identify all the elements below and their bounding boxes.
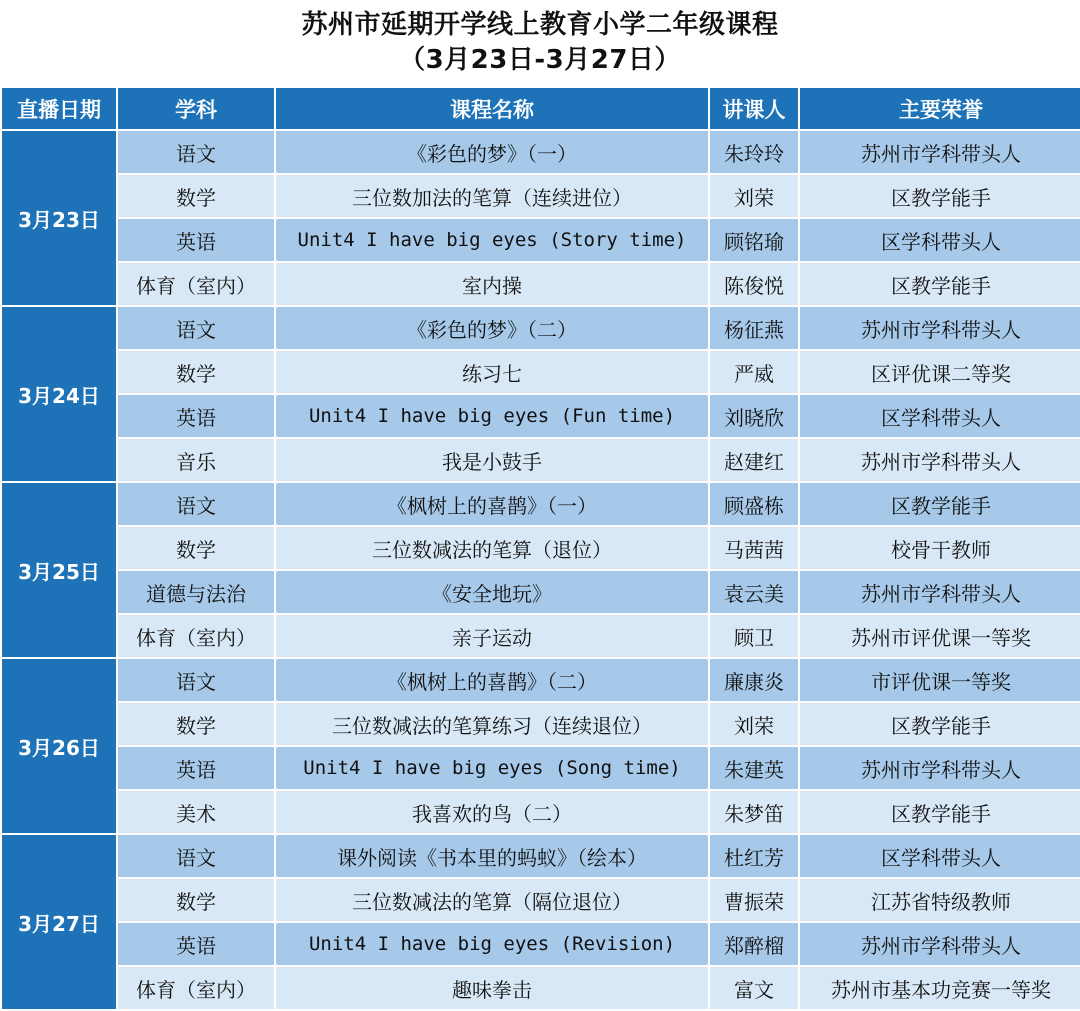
subject-cell: 英语 <box>118 923 274 965</box>
teacher-cell: 曹振荣 <box>710 879 798 921</box>
honor-cell: 校骨干教师 <box>800 527 1080 569</box>
table-row <box>2 439 1080 481</box>
honor-cell: 区教学能手 <box>800 483 1080 525</box>
table-row <box>2 307 1080 349</box>
table-row <box>2 175 1080 217</box>
course-name-cell: Unit4 I have big eyes (Song time) <box>276 747 708 789</box>
subject-cell: 英语 <box>118 219 274 261</box>
table-row <box>2 131 1080 173</box>
honor-cell: 区学科带头人 <box>800 395 1080 437</box>
subject-cell: 美术 <box>118 791 274 833</box>
live-date-cell: 3月24日 <box>2 307 116 481</box>
table-row <box>2 527 1080 569</box>
course-name-cell: 室内操 <box>276 263 708 305</box>
table-row <box>2 263 1080 305</box>
subject-cell: 语文 <box>118 307 274 349</box>
header-subject: 学科 <box>118 88 274 129</box>
honor-cell: 苏州市学科带头人 <box>800 571 1080 613</box>
teacher-cell: 杨征燕 <box>710 307 798 349</box>
honor-cell: 苏州市学科带头人 <box>800 747 1080 789</box>
live-date-cell: 3月23日 <box>2 131 116 305</box>
subject-cell: 道德与法治 <box>118 571 274 613</box>
header-date: 直播日期 <box>2 88 116 129</box>
course-name-cell: 亲子运动 <box>276 615 708 657</box>
course-schedule-table <box>0 86 1080 1011</box>
header-course: 课程名称 <box>276 88 708 129</box>
table-row <box>2 571 1080 613</box>
honor-cell: 区教学能手 <box>800 703 1080 745</box>
teacher-cell: 刘荣 <box>710 703 798 745</box>
course-name-cell: 课外阅读《书本里的蚂蚁》（绘本） <box>276 835 708 877</box>
teacher-cell: 朱建英 <box>710 747 798 789</box>
teacher-cell: 刘荣 <box>710 175 798 217</box>
teacher-cell: 袁云美 <box>710 571 798 613</box>
table-row <box>2 659 1080 701</box>
honor-cell: 区教学能手 <box>800 175 1080 217</box>
subject-cell: 体育（室内） <box>118 615 274 657</box>
table-row <box>2 615 1080 657</box>
subject-cell: 数学 <box>118 351 274 393</box>
live-date-cell: 3月26日 <box>2 659 116 833</box>
honor-cell: 区评优课二等奖 <box>800 351 1080 393</box>
subject-cell: 语文 <box>118 483 274 525</box>
teacher-cell: 赵建红 <box>710 439 798 481</box>
course-name-cell: 练习七 <box>276 351 708 393</box>
header-teacher: 讲课人 <box>710 88 798 129</box>
table-row <box>2 967 1080 1009</box>
honor-cell: 苏州市基本功竞赛一等奖 <box>800 967 1080 1009</box>
date-range-subtitle: （3月23日-3月27日） <box>399 45 681 75</box>
course-name-cell: 三位数减法的笔算（退位） <box>276 527 708 569</box>
teacher-cell: 严威 <box>710 351 798 393</box>
table-row <box>2 351 1080 393</box>
course-name-cell: 三位数加法的笔算（连续进位） <box>276 175 708 217</box>
course-name-cell: 趣味拳击 <box>276 967 708 1009</box>
honor-cell: 区学科带头人 <box>800 219 1080 261</box>
table-row <box>2 879 1080 921</box>
table-row <box>2 703 1080 745</box>
honor-cell: 苏州市学科带头人 <box>800 923 1080 965</box>
schedule-body <box>2 131 1080 1009</box>
course-name-cell: 《安全地玩》 <box>276 571 708 613</box>
honor-cell: 区学科带头人 <box>800 835 1080 877</box>
teacher-cell: 富文 <box>710 967 798 1009</box>
subject-cell: 数学 <box>118 175 274 217</box>
course-name-cell: 三位数减法的笔算（隔位退位） <box>276 879 708 921</box>
subject-cell: 音乐 <box>118 439 274 481</box>
table-row <box>2 219 1080 261</box>
teacher-cell: 马茜茜 <box>710 527 798 569</box>
honor-cell: 苏州市评优课一等奖 <box>800 615 1080 657</box>
teacher-cell: 顾盛栋 <box>710 483 798 525</box>
honor-cell: 苏州市学科带头人 <box>800 131 1080 173</box>
teacher-cell: 杜红芳 <box>710 835 798 877</box>
page-title: 苏州市延期开学线上教育小学二年级课程 <box>301 10 779 40</box>
course-name-cell: Unit4 I have big eyes (Story time) <box>276 219 708 261</box>
table-row <box>2 923 1080 965</box>
course-name-cell: 《彩色的梦》（一） <box>276 131 708 173</box>
table-row <box>2 791 1080 833</box>
header-row <box>2 88 1080 129</box>
subject-cell: 英语 <box>118 747 274 789</box>
teacher-cell: 朱梦笛 <box>710 791 798 833</box>
course-name-cell: 《彩色的梦》（二） <box>276 307 708 349</box>
table-row <box>2 395 1080 437</box>
header-honor: 主要荣誉 <box>800 88 1080 129</box>
live-date-cell: 3月27日 <box>2 835 116 1009</box>
teacher-cell: 朱玲玲 <box>710 131 798 173</box>
table-row <box>2 483 1080 525</box>
teacher-cell: 顾铭瑜 <box>710 219 798 261</box>
course-name-cell: 《枫树上的喜鹊》（二） <box>276 659 708 701</box>
honor-cell: 市评优课一等奖 <box>800 659 1080 701</box>
course-name-cell: 我是小鼓手 <box>276 439 708 481</box>
subject-cell: 语文 <box>118 131 274 173</box>
table-row <box>2 835 1080 877</box>
course-name-cell: 《枫树上的喜鹊》（一） <box>276 483 708 525</box>
subject-cell: 体育（室内） <box>118 967 274 1009</box>
table-row <box>2 747 1080 789</box>
teacher-cell: 廉康炎 <box>710 659 798 701</box>
teacher-cell: 陈俊悦 <box>710 263 798 305</box>
honor-cell: 苏州市学科带头人 <box>800 307 1080 349</box>
course-name-cell: Unit4 I have big eyes (Fun time) <box>276 395 708 437</box>
teacher-cell: 顾卫 <box>710 615 798 657</box>
honor-cell: 江苏省特级教师 <box>800 879 1080 921</box>
honor-cell: 苏州市学科带头人 <box>800 439 1080 481</box>
course-name-cell: 三位数减法的笔算练习（连续退位） <box>276 703 708 745</box>
live-date-cell: 3月25日 <box>2 483 116 657</box>
subject-cell: 英语 <box>118 395 274 437</box>
honor-cell: 区教学能手 <box>800 263 1080 305</box>
subject-cell: 语文 <box>118 835 274 877</box>
teacher-cell: 郑醉榴 <box>710 923 798 965</box>
subject-cell: 体育（室内） <box>118 263 274 305</box>
teacher-cell: 刘晓欣 <box>710 395 798 437</box>
course-name-cell: 我喜欢的鸟（二） <box>276 791 708 833</box>
subject-cell: 语文 <box>118 659 274 701</box>
subject-cell: 数学 <box>118 879 274 921</box>
subject-cell: 数学 <box>118 527 274 569</box>
honor-cell: 区教学能手 <box>800 791 1080 833</box>
subject-cell: 数学 <box>118 703 274 745</box>
course-name-cell: Unit4 I have big eyes (Revision) <box>276 923 708 965</box>
title-block <box>0 0 1080 86</box>
